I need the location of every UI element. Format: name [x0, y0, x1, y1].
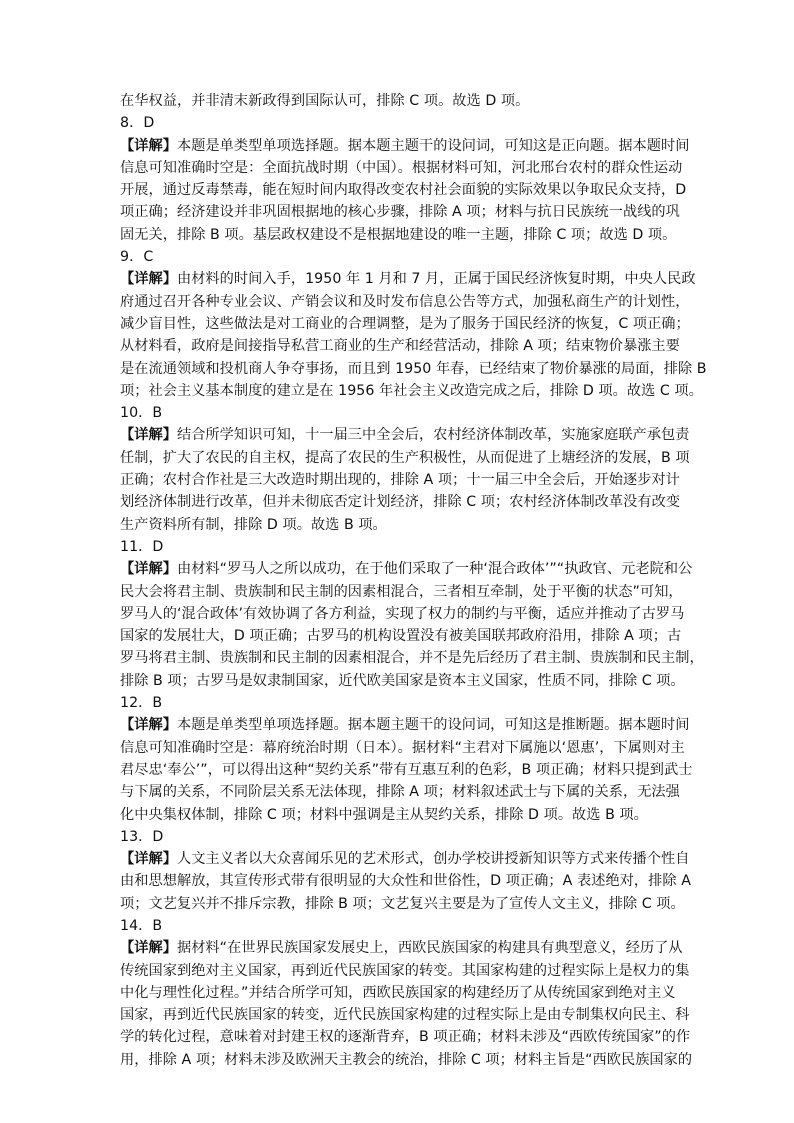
explanation-first-line — [120, 937, 683, 959]
text-line: 项正确；经济建设并非巩固根据地的核心步骤，排除 A 项；材料与抗日民族统一战线的巩 — [120, 204, 680, 221]
explanation-text: 结合所学知识可知，十一届三中全会后，农村经济体制改革，实施家庭联产承包责 — [176, 427, 690, 444]
text-line: 信息可知准确时空是：全面抗战时期（中国）。根据材料可知，河北邢台农村的群众性运动 — [120, 159, 683, 176]
explanation-first-line — [120, 424, 690, 446]
text-line: 国家的发展壮大，D 项正确；古罗马的机构设置没有被美国联邦政府沿用，排除 A 项；古 — [120, 628, 682, 645]
text-line: 生产资料所有制，排除 D 项。故选 B 项。 — [120, 516, 387, 533]
explanation-text: 由材料的时间入手，1950 年 1 月和 7 月，正属于国民经济恢复时期，中央人民政 — [176, 271, 696, 288]
text-line: 正确；农村合作社是三大改造时期出现的，排除 A 项；十一届三中全会后，开始逐步对计 — [120, 472, 680, 489]
text-line: 学的转化过程，意味着对封建王权的逐渐背弃，B 项正确；材料未涉及“西欧传统国家”的作 — [120, 1029, 691, 1046]
explanation-tag: 【详解】 — [120, 851, 177, 868]
text-line: 传统国家到绝对主义国家，再到近代民族国家的转变。其国家构建的过程实际上是权力的集 — [120, 962, 690, 979]
text-line: 项；文艺复兴并不排斥宗教，排除 B 项；文艺复兴主要是为了宣传人文主义，排除 C 项。 — [120, 895, 685, 912]
question-number: 9．C — [120, 249, 154, 266]
explanation-tag: 【详解】 — [120, 561, 177, 578]
text-line: 君尽忠‘奉公’”，可以得出这种“契约关系”带有互惠互利的色彩，B 项正确；材料只提到武士 — [120, 761, 693, 778]
text-line: 排除 B 项；古罗马是奴隶制国家，近代欧美国家是资本主义国家，性质不同，排除 C 项。 — [120, 672, 685, 689]
explanation-tag: 【详解】 — [120, 717, 177, 734]
text-line: 减少盲目性，这些做法是对工商业的合理调整，是为了服务于国民经济的恢复，C 项正确； — [120, 315, 690, 332]
explanation-tag: 【详解】 — [120, 137, 177, 154]
text-line: 信息可知准确时空是：幕府统治时期（日本）。据材料“主君对下属施以‘恩惠’，下属则对主 — [120, 739, 685, 756]
text-line: 任制，扩大了农民的自主权，提高了农民的生产积极性，从而促进了上塘经济的发展，B 项 — [120, 449, 690, 466]
question-number: 10．B — [120, 405, 163, 422]
explanation-text: 据材料“在世界民族国家发展史上，西欧民族国家的构建具有典型意义，经历了从 — [176, 940, 683, 957]
explanation-first-line — [120, 268, 696, 290]
question-number: 13．D — [120, 828, 164, 845]
text-line: 中化与理性化过程。”并结合所学可知，西欧民族国家的构建经历了从传统国家到绝对主义 — [120, 984, 676, 1001]
text-line: 化中央集权体制，排除 C 项；材料中强调是主从契约关系，排除 D 项。故选 B 项。 — [120, 806, 648, 823]
text-line: 在华权益，并非清末新政得到国际认可，排除 C 项。故选 D 项。 — [120, 93, 530, 109]
explanation-first-line — [120, 135, 690, 157]
explanation-tag: 【详解】 — [120, 427, 177, 444]
explanation-first-line — [120, 848, 690, 870]
explanation-text: 由材料“罗马人之所以成功，在于他们采取了一种‘混合政体’”“执政官、元老院和公 — [176, 561, 693, 578]
explanation-first-line — [120, 558, 693, 580]
text-line: 从材料看，政府是间接指导私营工商业的生产和经营活动，排除 A 项；结束物价暴涨主要 — [120, 338, 680, 355]
text-line: 罗马人的‘混合政体’有效协调了各方利益，实现了权力的制约与平衡，适应并推动了古罗马 — [120, 605, 685, 622]
question-number: 11．D — [120, 538, 164, 555]
text-line: 由和思想解放，其宣传形式带有很明显的大众性和世俗性，D 项正确；A 表述绝对，排除 A — [120, 873, 691, 890]
text-line: 罗马将君主制、贵族制和民主制的因素相混合，并不是先后经历了君主制、贵族制和民主制， — [120, 650, 704, 667]
text-line: 固无关，排除 B 项。基层政权建设不是根据地建设的唯一主题，排除 C 项；故选 D 项。 — [120, 226, 677, 243]
question-number: 8．D — [120, 115, 155, 132]
explanation-tag: 【详解】 — [120, 271, 177, 288]
explanation-tag: 【详解】 — [120, 940, 177, 957]
text-line: 民大会将君主制、贵族制和民主制的因素相混合，三者相互牵制，处于平衡的状态”可知， — [120, 583, 683, 600]
question-number: 12．B — [120, 695, 163, 712]
explanation-text: 本题是单类型单项选择题。据本题主题干的设问词，可知这是正向题。据本题时间 — [176, 137, 690, 154]
document-page — [120, 90, 707, 1071]
text-line: 划经济体制进行改革，但并未彻底否定计划经济，排除 C 项；农村经济体制改革没有改变 — [120, 494, 681, 511]
text-line: 与下属的关系，不同阶层关系无法体现，排除 A 项；材料叙述武士与下属的关系，无法强 — [120, 784, 680, 801]
text-line: 项；社会主义基本制度的建立是在 1956 年社会主义改造完成之后，排除 D 项。故选 C 项。 — [120, 382, 703, 399]
text-line: 府通过召开各种专业会议、产销会议和及时发布信息公告等方式，加强私商生产的计划性， — [120, 293, 690, 310]
text-line: 用，排除 A 项；材料未涉及欧洲天主教会的统治，排除 C 项；材料主旨是“西欧民族国家的 — [120, 1051, 693, 1068]
text-line: 国家，再到近代民族国家的转变，近代民族国家构建的过程实际上是由专制集权向民主、科 — [120, 1007, 690, 1024]
explanation-text: 本题是单类型单项选择题。据本题主题干的设问词，可知这是推断题。据本题时间 — [176, 717, 690, 734]
text-line: 是在流通领域和投机商人争夺事扬，而且到 1950 年春，已经结束了物价暴涨的局面，排除 B — [120, 360, 707, 377]
explanation-first-line — [120, 714, 690, 736]
question-number: 14．B — [120, 917, 163, 934]
text-line: 开展，通过反毒禁毒，能在短时间内取得改变农村社会面貌的实际效果以争取民众支持，D — [120, 182, 687, 199]
explanation-text: 人文主义者以大众喜闻乐见的艺术形式，创办学校讲授新知识等方式来传播个性自 — [176, 851, 690, 868]
